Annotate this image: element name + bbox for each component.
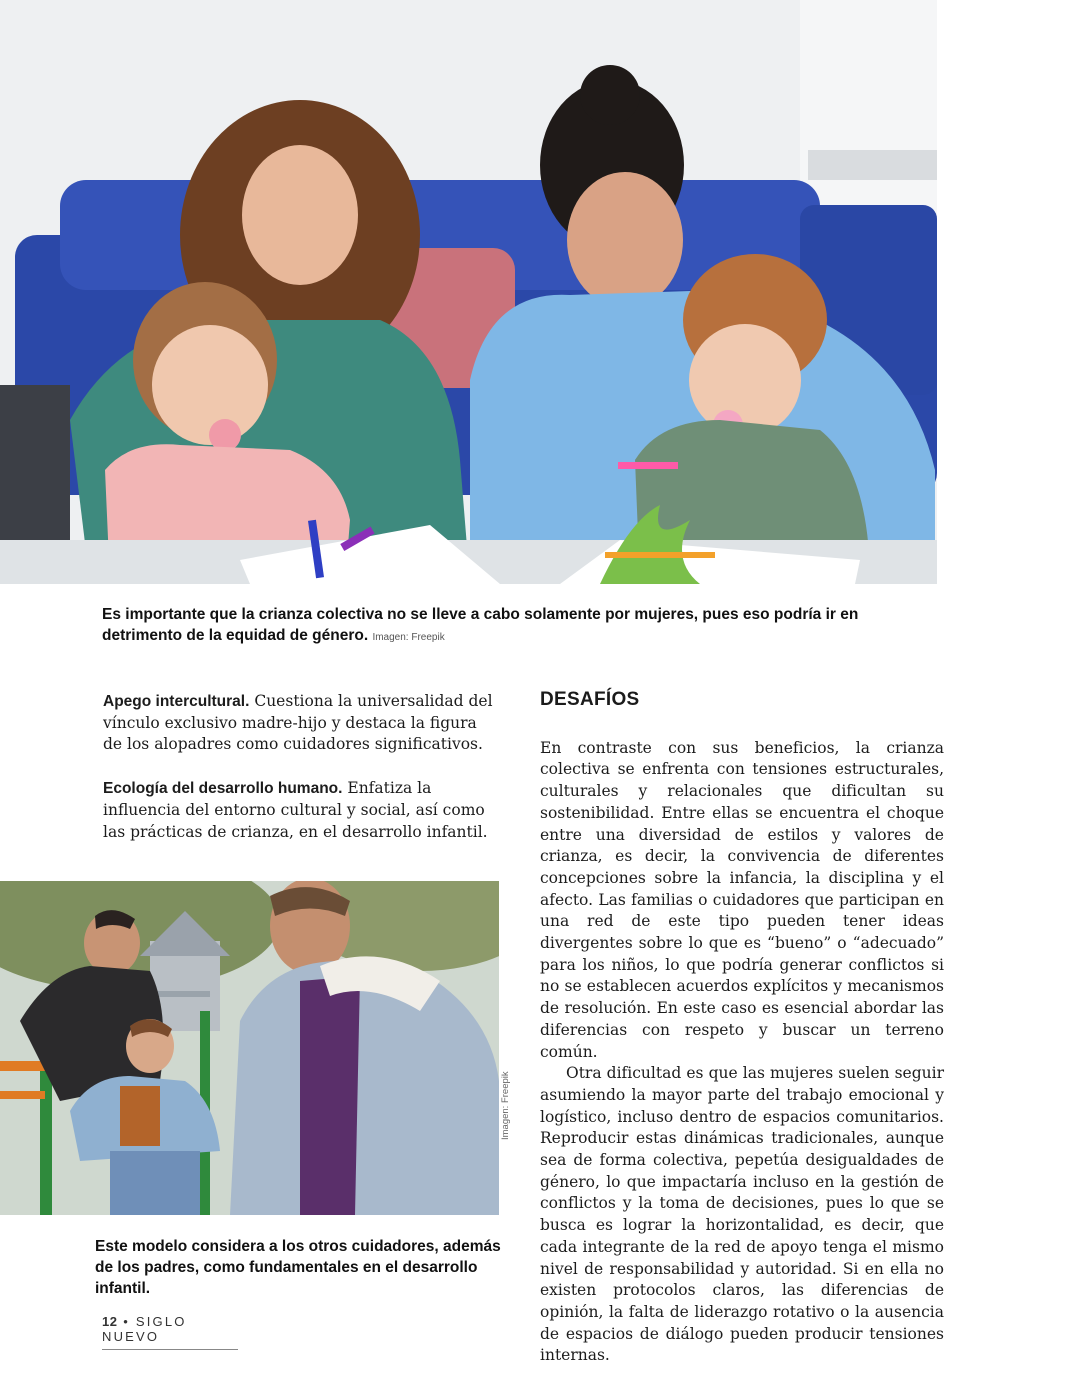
definition-paragraph xyxy=(103,778,495,843)
photo-credit: Imagen: Freepik xyxy=(372,632,445,643)
left-column xyxy=(103,691,495,843)
definition-term: Ecología del desarrollo humano. xyxy=(103,780,343,798)
definition-term: Apego intercultural. xyxy=(103,693,250,710)
magazine-name: SIGLO NUEVO xyxy=(102,1314,187,1344)
page-number: 12 xyxy=(102,1314,118,1329)
body-paragraph: Otra dificultad es que las mujeres suelen seguir asumiendo la mayor parte del trabajo emocional y logístico, incluso dentro de espacios comunitarios. Reproducir estas dinámicas tradicionales, aunque sea de forma colectiva, pepetúa desigualdades de género, lo que impactaría incluso en la gestión de conflictos y la toma de decisiones, pues lo que se busca es lograr la horizontalidad, es decir, que cada integrante de la red de apoyo tenga el mismo nivel de responsabilidad y autoridad. Si en ella no existen protocolos claros, las diferencias de opinión, la falta de liderazgo rotativo o la ausencia de espacios de diálogo pueden producir tensiones internas. xyxy=(540,1064,944,1365)
body-paragraph: En contraste con sus beneficios, la crianza colectiva se enfrenta con tensiones estructurales, culturales y relacionales que dificultan su sostenibilidad. Entre ellas se encuentra el choque entre una diversidad de estilos y valores de crianza, es decir, la convivencia de diferentes concepciones sobre la infancia, la disciplina y el afecto. Las familias o cuidadores que participan en una red de este tipo pueden tener ideas divergentes sobre lo que es “bueno” o “adecuado” para los niños, lo que podría generar conflictos si no se establecen acuerdos explícitos y mecanismos de resolución. En este caso es esencial abordar las diferencias con respeto y buscar un terreno común. xyxy=(540,738,944,1061)
photo-credit-vertical: Imagen: Freepik xyxy=(500,1071,511,1140)
definition-text: Cuestiona la universalidad del vínculo exclusivo madre-hijo y destaca la figura de los alopadres como cuidadores significativos. xyxy=(103,692,493,754)
bottom-photo xyxy=(0,881,499,1215)
definition-paragraph xyxy=(103,691,495,756)
footer-separator: • xyxy=(123,1314,131,1329)
definition-text: Enfatiza la influencia del entorno cultural y social, así como las prácticas de crianza, en el desarrollo infantil. xyxy=(103,779,488,841)
section-heading: DESAFÍOS xyxy=(540,689,640,710)
top-photo xyxy=(0,0,937,584)
page-footer xyxy=(102,1314,238,1350)
top-photo-caption xyxy=(102,604,932,648)
right-column xyxy=(540,689,944,1367)
bottom-photo-caption: Este modelo considera a los otros cuidadores, además de los padres, como fundamentales en el desarrollo infantil. xyxy=(95,1238,501,1297)
caption-text: Es importante que la crianza colectiva no se lleve a cabo solamente por mujeres, pues eso podría ir en detrimento de la equidad de género. xyxy=(102,606,859,644)
